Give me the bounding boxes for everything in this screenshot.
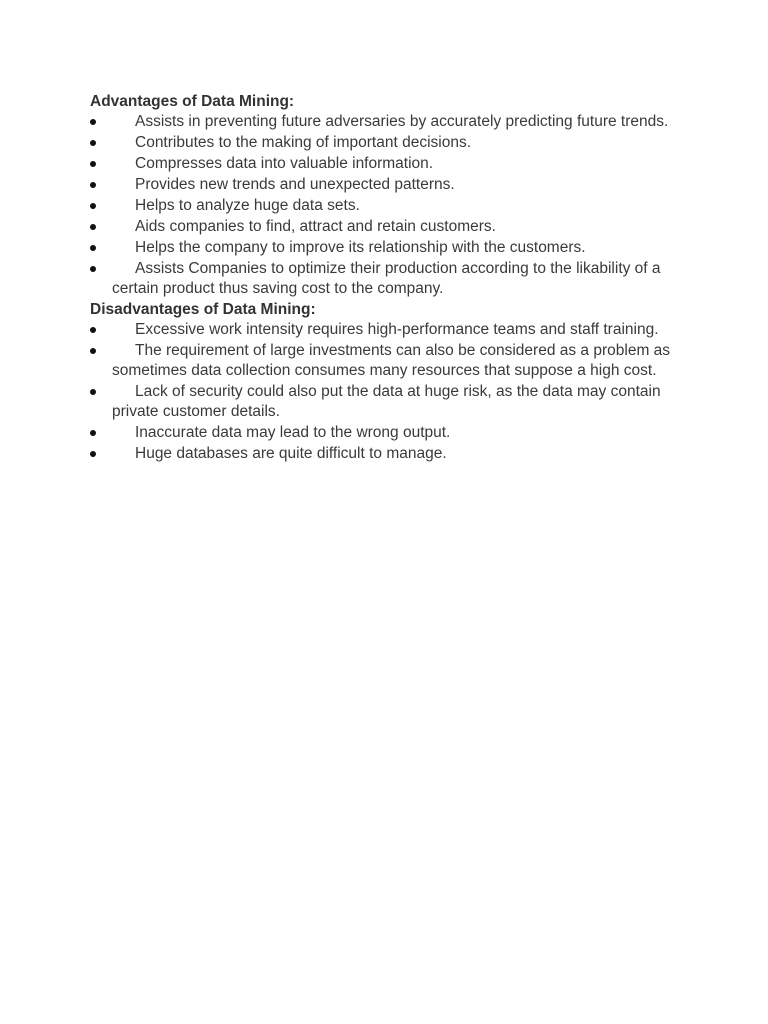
bullet-icon — [90, 348, 96, 354]
list-item: Assists Companies to optimize their production according to the likability of a certain product thus saving cost to the company. — [90, 259, 690, 299]
list-item: Contributes to the making of important decisions. — [90, 133, 690, 153]
disadvantages-heading: Disadvantages of Data Mining: — [90, 301, 316, 318]
bullet-icon — [90, 430, 96, 436]
list-item: Provides new trends and unexpected patterns. — [90, 175, 690, 195]
list-item: Inaccurate data may lead to the wrong output. — [90, 423, 690, 443]
bullet-icon — [90, 224, 96, 230]
bullet-icon — [90, 327, 96, 333]
bullet-icon — [90, 161, 96, 167]
bullet-icon — [90, 182, 96, 188]
bullet-icon — [90, 245, 96, 251]
advantages-heading: Advantages of Data Mining: — [90, 93, 295, 110]
list-item: Huge databases are quite difficult to manage. — [90, 444, 690, 464]
list-item: Assists in preventing future adversaries by accurately predicting future trends. — [90, 112, 690, 132]
list-item: Excessive work intensity requires high-performance teams and staff training. — [90, 320, 690, 340]
document-body — [90, 92, 690, 465]
list-item: Aids companies to find, attract and retain customers. — [90, 217, 690, 237]
bullet-icon — [90, 140, 96, 146]
bullet-icon — [90, 266, 96, 272]
list-item: Compresses data into valuable information. — [90, 154, 690, 174]
list-item: Helps to analyze huge data sets. — [90, 196, 690, 216]
bullet-icon — [90, 389, 96, 395]
disadvantages-list — [90, 320, 690, 464]
list-item: Lack of security could also put the data at huge risk, as the data may contain private customer details. — [90, 382, 690, 422]
bullet-icon — [90, 203, 96, 209]
list-item: Helps the company to improve its relationship with the customers. — [90, 238, 690, 258]
bullet-icon — [90, 119, 96, 125]
bullet-icon — [90, 451, 96, 457]
list-item: The requirement of large investments can also be considered as a problem as sometimes data collection consumes many resources that suppose a high cost. — [90, 341, 690, 381]
advantages-list — [90, 112, 690, 299]
